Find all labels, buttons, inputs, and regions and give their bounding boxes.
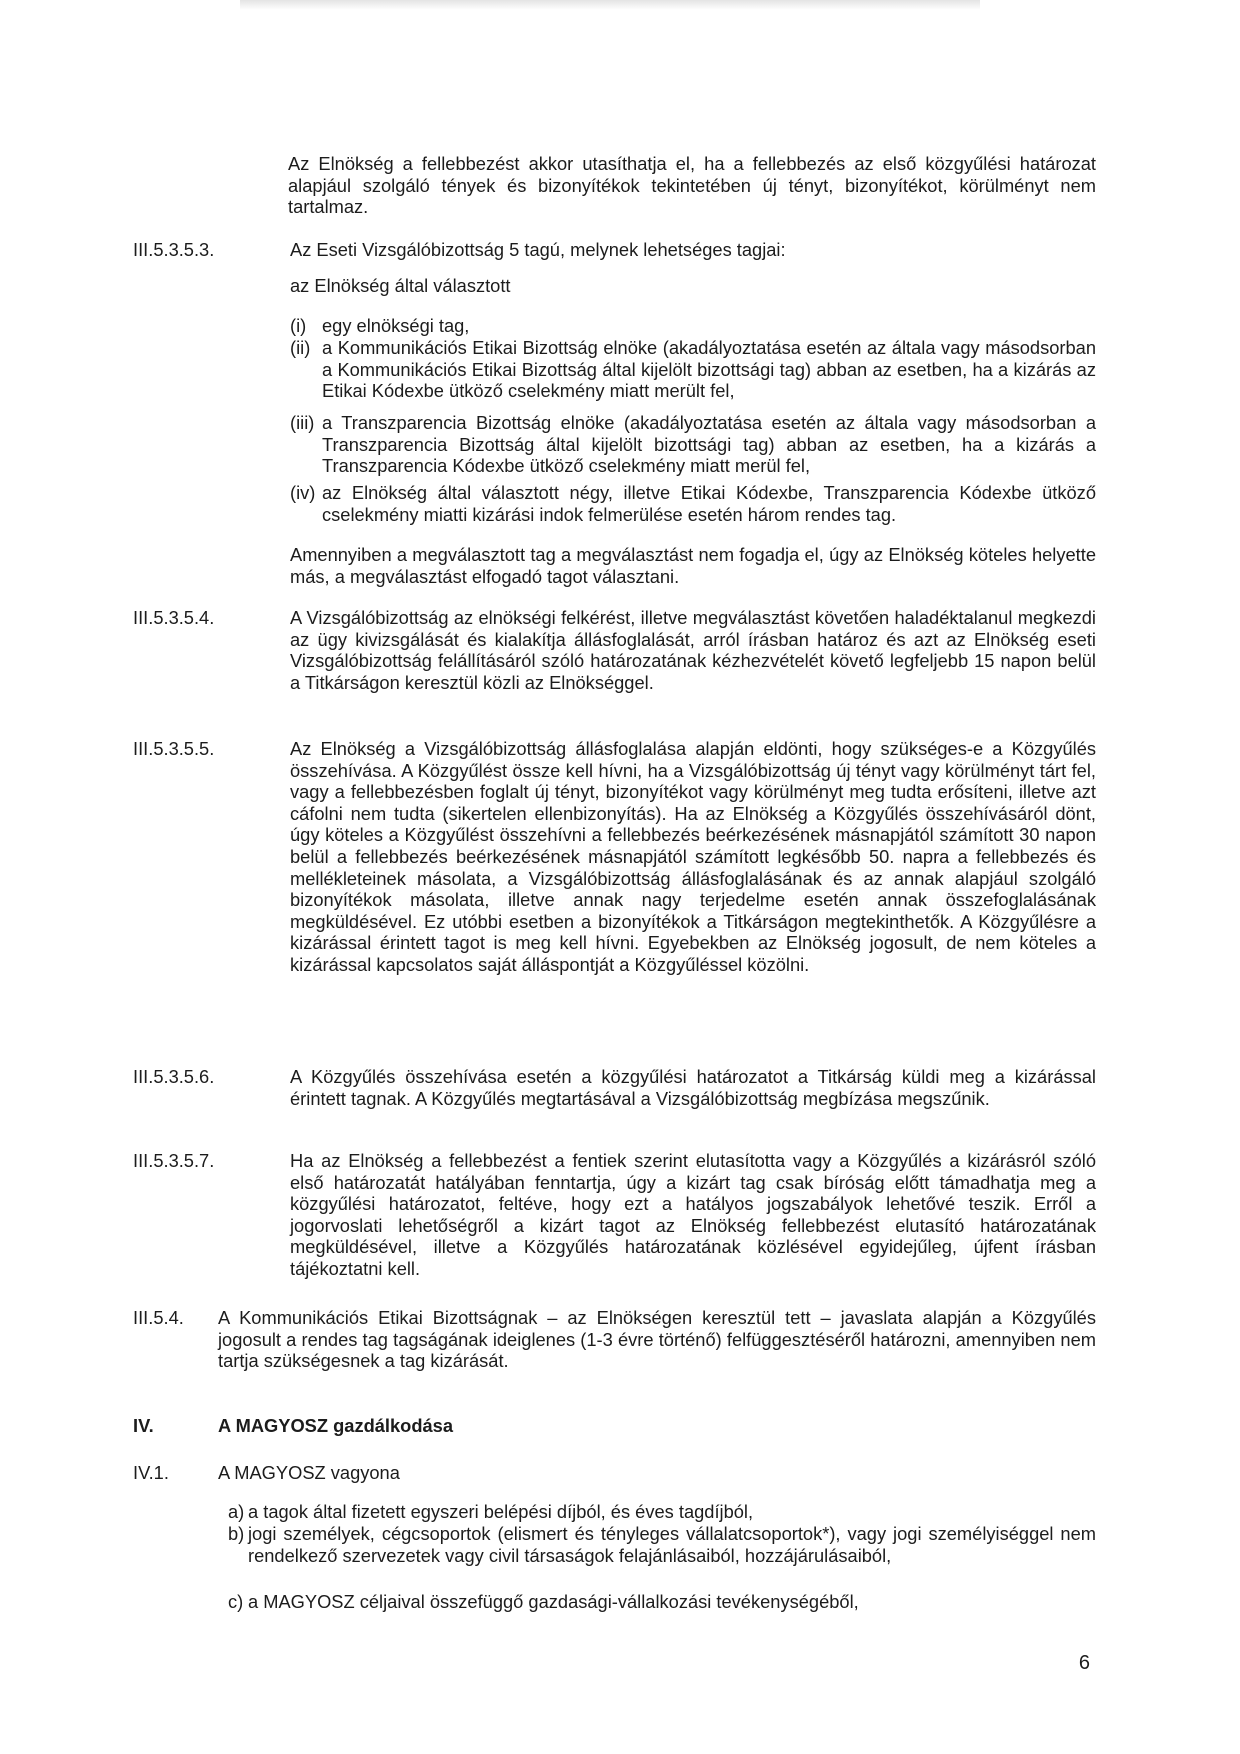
list-item-text: egy elnökségi tag, [322,315,470,336]
scan-edge-shadow [240,0,980,10]
list-item-iv [290,482,1096,525]
list-item-marker: a) [228,1501,245,1522]
subsection-number-iv-1: IV.1. [133,1462,169,1483]
list-item-text: jogi személyek, cégcsoportok (elismert és tényleges vállalatcsoportok*), vagy jogi személyiséggel nem rendelkező szervezetek vagy civil társaságok felajánlásaiból, hozzájárulásaiból, [248,1523,1096,1566]
list-item-text: a tagok által fizetett egyszeri belépési díjból, és éves tagdíjból, [248,1501,754,1522]
chapter-title: A MAGYOSZ gazdálkodása [218,1415,453,1436]
list-item-marker: b) [228,1523,245,1544]
section-text-3-5-6: A Közgyűlés összehívása esetén a közgyűlési határozatot a Titkárság küldi meg a kizárással érintett tagnak. A Közgyűlés megtartásával a Vizsgálóbizottság megbízása megszűnik. [290,1066,1096,1109]
list-item-ii [290,337,1096,402]
list-item-marker: (i) [290,315,307,336]
section-text-3-5-3: Az Eseti Vizsgálóbizottság 5 tagú, melynek lehetséges tagjai: [290,239,786,260]
section-text-3-5-4: A Vizsgálóbizottság az elnökségi felkérést, illetve megválasztást követően haladéktalanul megkezdi az ügy kivizsgálását és kialakítja állásfoglalását, arról írásban határoz és azt az Elnökség eseti Vizsgálóbizottság felállításáról szóló határozatának kézhezvételét követő legfeljebb 15 napon belül a Titkárságon keresztül közli az Elnökséggel. [290,607,1096,693]
list-item-text: az Elnökség által választott négy, illetve Etikai Kódexbe, Transzparencia Kódexbe ütköző cselekmény miatti kizárási indok felmerülése esetén három rendes tag. [322,482,1096,525]
list-item-i [290,315,1096,337]
section-number-3-5-4: III.5.3.5.4. [133,607,215,628]
list-item-text: a MAGYOSZ céljaival összefüggő gazdasági-vállalkozási tevékenységéből, [248,1591,859,1612]
list-item-a [228,1501,1096,1523]
section-number-3-5-6: III.5.3.5.6. [133,1066,215,1087]
section-closing-3-5-3: Amennyiben a megválasztott tag a megválasztást nem fogadja el, úgy az Elnökség köteles helyette más, a megválasztást elfogadó tagot választani. [290,544,1096,587]
section-text-3-5-5: Az Elnökség a Vizsgálóbizottság állásfoglalása alapján eldönti, hogy szükséges-e a Közgyűlés összehívása. A Közgyűlést össze kell hívni, ha a Vizsgálóbizottság új tényt vagy körülményt tárt fel, vagy a fellebbezésben foglalt új tényt, bizonyítékot vagy körülményt meg tudta erősíteni, illetve azt cáfolni nem tudta (sikertelen ellenbizonyítás). Ha az Elnökség a Közgyűlés összehívásáról dönt, úgy köteles a Közgyűlést összehívni a fellebbezés beérkezésének másnapjától számított 30 napon belül a fellebbezés beérkezésének másnapjától számított legkésőbb 50. napra a fellebbezés és mellékleteinek másolata, a Vizsgálóbizottság állásfoglalásának és az annak alapjául szolgáló bizonyítékok másolata, illetve annak nagy terjedelme esetén annak összefoglalásának megküldésével. Ez utóbbi esetben a bizonyítékok a Titkárságon megtekinthetők. A Közgyűlésre a kizárással érintett tagot is meg kell hívni. Egyebekben az Elnökség jogosult, de nem köteles a kizárással kapcsolatos saját álláspontját a Közgyűléssel közölni. [290,738,1096,975]
list-item-marker: (iv) [290,482,316,503]
list-item-iii [290,412,1096,477]
intro-paragraph: Az Elnökség a fellebbezést akkor utasíthatja el, ha a fellebbezés az első közgyűlési határozat alapjául szolgáló tények és bizonyítékok tekintetében új tényt, bizonyítékot, körülményt nem tartalmaz. [288,153,1096,218]
list-item-marker: c) [228,1591,244,1612]
chapter-number: IV. [133,1415,154,1436]
subsection-title-iv-1: A MAGYOSZ vagyona [218,1462,400,1483]
section-number-3-5-7: III.5.3.5.7. [133,1150,215,1171]
list-item-c [228,1591,1096,1613]
section-text-3-5-7: Ha az Elnökség a fellebbezést a fentiek szerint elutasította vagy a Közgyűlés a kizárásról szóló első határozatát hatályában fenntartja, úgy a kizárt tag csak bíróság előtt támadhatja meg a közgyűlési határozatot, feltéve, hogy ezt a hatályos jogszabályok lehetővé teszik. Erről a jogorvoslati lehetőségről a kizárt tagot az Elnökség fellebbezést elutasító határozatának megküldésével, illetve a Közgyűlés határozatának közlésével egyidejűleg, újfent írásban tájékoztatni kell. [290,1150,1096,1279]
list-item-text: a Transzparencia Bizottság elnöke (akadályoztatása esetén az általa vagy másodsorban a Transzparencia Bizottság által kijelölt bizottsági tag) abban az esetben, ha a kizárás a Transzparencia Kódexbe ütköző cselekmény miatt merül fel, [322,412,1096,477]
section-number-3-5-5: III.5.3.5.5. [133,738,215,759]
section-number-3-5-3: III.5.3.5.3. [133,239,215,260]
section-text-5-4: A Kommunikációs Etikai Bizottságnak – az Elnökségen keresztül tett – javaslata alapján a Közgyűlés jogosult a rendes tag tagságának ideiglenes (1-3 évre történő) felfüggesztéséről határozni, amennyiben nem tartja szükségesnek a tag kizárását. [218,1307,1096,1372]
list-item-text: a Kommunikációs Etikai Bizottság elnöke (akadályoztatása esetén az általa vagy másodsorban a Kommunikációs Etikai Bizottság által kijelölt bizottsági tag) abban az esetben, ha a kizárás az Etikai Kódexbe ütköző cselekmény miatt merült fel, [322,337,1096,402]
list-item-b [228,1523,1096,1566]
list-item-marker: (ii) [290,337,311,358]
page-number: 6 [1078,1652,1090,1674]
list-item-marker: (iii) [290,412,315,433]
section-number-5-4: III.5.4. [133,1307,184,1328]
section-subtitle-3-5-3: az Elnökség által választott [290,275,511,296]
